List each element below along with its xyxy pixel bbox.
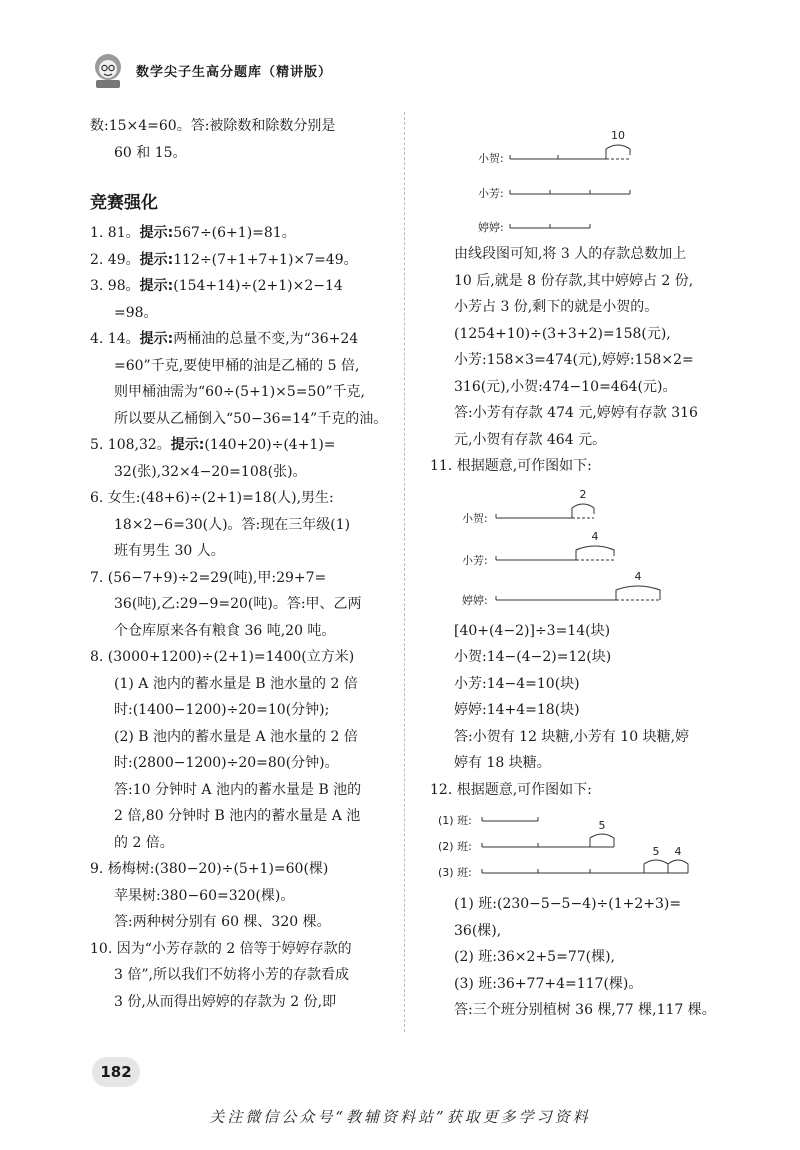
diagram-brace: [576, 546, 614, 556]
answer-item-12-cont: 答:三个班分别植树 36 棵,77 棵,117 棵。: [454, 1002, 716, 1018]
diagram-extra-label: 5: [652, 845, 660, 858]
answer-item-10-cont: (1254+10)÷(3+3+2)=158(元),: [454, 325, 671, 342]
footer-note: 关注微信公众号“教辅资料站”获取更多学习资料: [209, 1108, 591, 1126]
answer-item-9: 9. 杨梅树:(380−20)÷(5+1)=60(棵): [90, 861, 329, 877]
diagram-row-label: (2) 班:: [438, 840, 472, 853]
answer-item-6-cont: 班有男生 30 人。: [114, 543, 225, 559]
answer-item-11-cont: 答:小贺有 12 块糖,小芳有 10 块糖,婷: [454, 728, 690, 745]
diagram-brace: [572, 504, 594, 514]
answer-item-12-cont: 36(棵),: [454, 922, 502, 939]
answer-item-8-cont: 的 2 倍。: [114, 834, 174, 851]
diagram-row-label: 小贺:: [462, 511, 488, 525]
diagram-brace: [606, 145, 630, 155]
answer-item-5: 5. 108,32。提示:(140+20)÷(4+1)=: [90, 437, 336, 453]
answer-item-11-cont: 婷有 18 块糖。: [454, 755, 551, 771]
answer-item-10-cont: 由线段图可知,将 3 人的存款总数加上: [454, 246, 687, 262]
intro-line: 数:15×4=60。答:被除数和除数分别是: [90, 118, 336, 134]
answer-item-8-cont: 答:10 分钟时 A 池内的蓄水量是 B 池的: [114, 781, 362, 798]
answer-item-6-cont: 18×2−6=30(人)。答:现在三年级(1): [114, 516, 351, 533]
answer-item-8-cont: 时:(2800−1200)÷20=80(分钟)。: [114, 755, 339, 771]
diagram-brace: [668, 860, 688, 869]
answer-item-11: 11. 根据题意,可作图如下:: [430, 458, 592, 474]
answer-item-8-cont: 2 倍,80 分钟时 B 池内的蓄水量是 A 池: [114, 808, 361, 824]
answer-item-8: 8. (3000+1200)÷(2+1)=1400(立方米): [90, 649, 355, 665]
answer-item-8-cont: 时:(1400−1200)÷20=10(分钟);: [114, 702, 330, 718]
diagram-row-label: 婷婷:: [462, 593, 488, 607]
diagram-brace: [644, 860, 668, 869]
diagram-row-label: 婷婷:: [478, 221, 504, 234]
diagram-row-label: 小贺:: [478, 152, 504, 165]
diagram-extra-label: 2: [579, 487, 587, 501]
page-number: 182: [92, 1057, 140, 1087]
answer-item-10-cont: 小芳:158×3=474(元),婷婷:158×2=: [454, 352, 694, 368]
diagram-row-label: 小芳:: [462, 553, 488, 567]
answer-item-4-cont: 则甲桶油需为“60÷(5+1)×5=50”千克,: [114, 384, 365, 400]
diagram-row-label: (3) 班:: [438, 866, 472, 879]
answer-item-8-cont: (1) A 池内的蓄水量是 B 池水量的 2 倍: [114, 675, 358, 692]
intro-line: 60 和 15。: [114, 144, 187, 161]
right-column: [430, 113, 720, 1024]
diagram-extra-label: 4: [634, 569, 642, 583]
answer-item-10-cont: 小芳占 3 份,剩下的就是小贺的。: [454, 299, 659, 315]
answer-item-10-cont: 316(元),小贺:474−10=464(元)。: [454, 378, 677, 395]
answer-item-4-cont: =60”千克,要使甲桶的油是乙桶的 5 倍,: [114, 357, 360, 374]
answer-item-12-cont: (1) 班:(230−5−5−4)÷(1+2+3)=: [454, 896, 682, 912]
answer-item-5-cont: 32(张),32×4−20=108(张)。: [114, 463, 307, 480]
left-column: [90, 113, 390, 1015]
answer-item-11-cont: 小芳:14−4=10(块): [454, 675, 580, 692]
answer-item-9-cont: 答:两种树分别有 60 棵、320 棵。: [114, 914, 331, 930]
answer-item-12: 12. 根据题意,可作图如下:: [430, 781, 592, 798]
trees-segment-diagram: [430, 807, 720, 887]
answer-item-9-cont: 苹果树:380−60=320(棵)。: [114, 887, 295, 904]
savings-segment-diagram: [430, 117, 720, 237]
answer-item-6: 6. 女生:(48+6)÷(2+1)=18(人),男生:: [90, 490, 334, 506]
book-title: 数学尖子生高分题库（精讲版）: [136, 64, 333, 80]
diagram-row-label: 小芳:: [478, 187, 504, 200]
column-divider: [404, 112, 405, 1032]
candy-segment-diagram: [430, 484, 720, 614]
answer-item-11-cont: 小贺:14−(4−2)=12(块): [454, 649, 612, 665]
diagram-row-label: (1) 班:: [438, 814, 472, 827]
answer-item-10: 10. 因为“小芳存款的 2 倍等于婷婷存款的: [90, 940, 352, 957]
answer-item-3: 3. 98。提示:(154+14)÷(2+1)×2−14: [90, 278, 343, 294]
answer-item-1: 1. 81。提示:567÷(6+1)=81。: [90, 225, 296, 241]
page-header: [88, 50, 332, 90]
diagram-extra-label: 5: [598, 819, 606, 832]
diagram-brace: [616, 586, 660, 596]
answer-item-10-cont: 3 倍”,所以我们不妨将小芳的存款看成: [114, 967, 349, 983]
answer-item-11-cont: [40+(4−2)]÷3=14(块): [454, 622, 611, 639]
answer-item-7: 7. (56−7+9)÷2=29(吨),甲:29+7=: [90, 569, 327, 586]
answer-item-2: 2. 49。提示:112÷(7+1+7+1)×7=49。: [90, 251, 358, 268]
answer-item-8-cont: (2) B 池内的蓄水量是 A 池水量的 2 倍: [114, 728, 358, 745]
answer-item-7-cont: 个仓库原来各有粮食 36 吨,20 吨。: [114, 622, 336, 639]
answer-item-3-cont: =98。: [114, 304, 158, 321]
answer-item-4: 4. 14。提示:两桶油的总量不变,为“36+24: [90, 331, 359, 347]
diagram-extra-label: 10: [611, 129, 625, 142]
mascot-logo-icon: [88, 50, 128, 90]
answer-item-11-cont: 婷婷:14+4=18(块): [454, 702, 580, 718]
section-title: 竞赛强化: [90, 193, 158, 213]
answer-item-12-cont: (3) 班:36+77+4=117(棵)。: [454, 975, 643, 992]
diagram-brace: [590, 834, 614, 843]
answer-item-10-cont: 元,小贺有存款 464 元。: [454, 431, 607, 448]
diagram-extra-label: 4: [674, 845, 682, 858]
diagram-extra-label: 4: [591, 529, 599, 543]
answer-item-10-cont: 10 后,就是 8 份存款,其中婷婷占 2 份,: [454, 272, 694, 289]
answer-item-4-cont: 所以要从乙桶倒入“50−36=14”千克的油。: [114, 410, 388, 427]
answer-item-10-cont: 3 份,从而得出婷婷的存款为 2 份,即: [114, 993, 337, 1010]
answer-item-12-cont: (2) 班:36×2+5=77(棵),: [454, 949, 616, 965]
answer-item-7-cont: 36(吨),乙:29−9=20(吨)。答:甲、乙两: [114, 596, 362, 612]
answer-item-10-cont: 答:小芳有存款 474 元,婷婷有存款 316: [454, 405, 698, 421]
